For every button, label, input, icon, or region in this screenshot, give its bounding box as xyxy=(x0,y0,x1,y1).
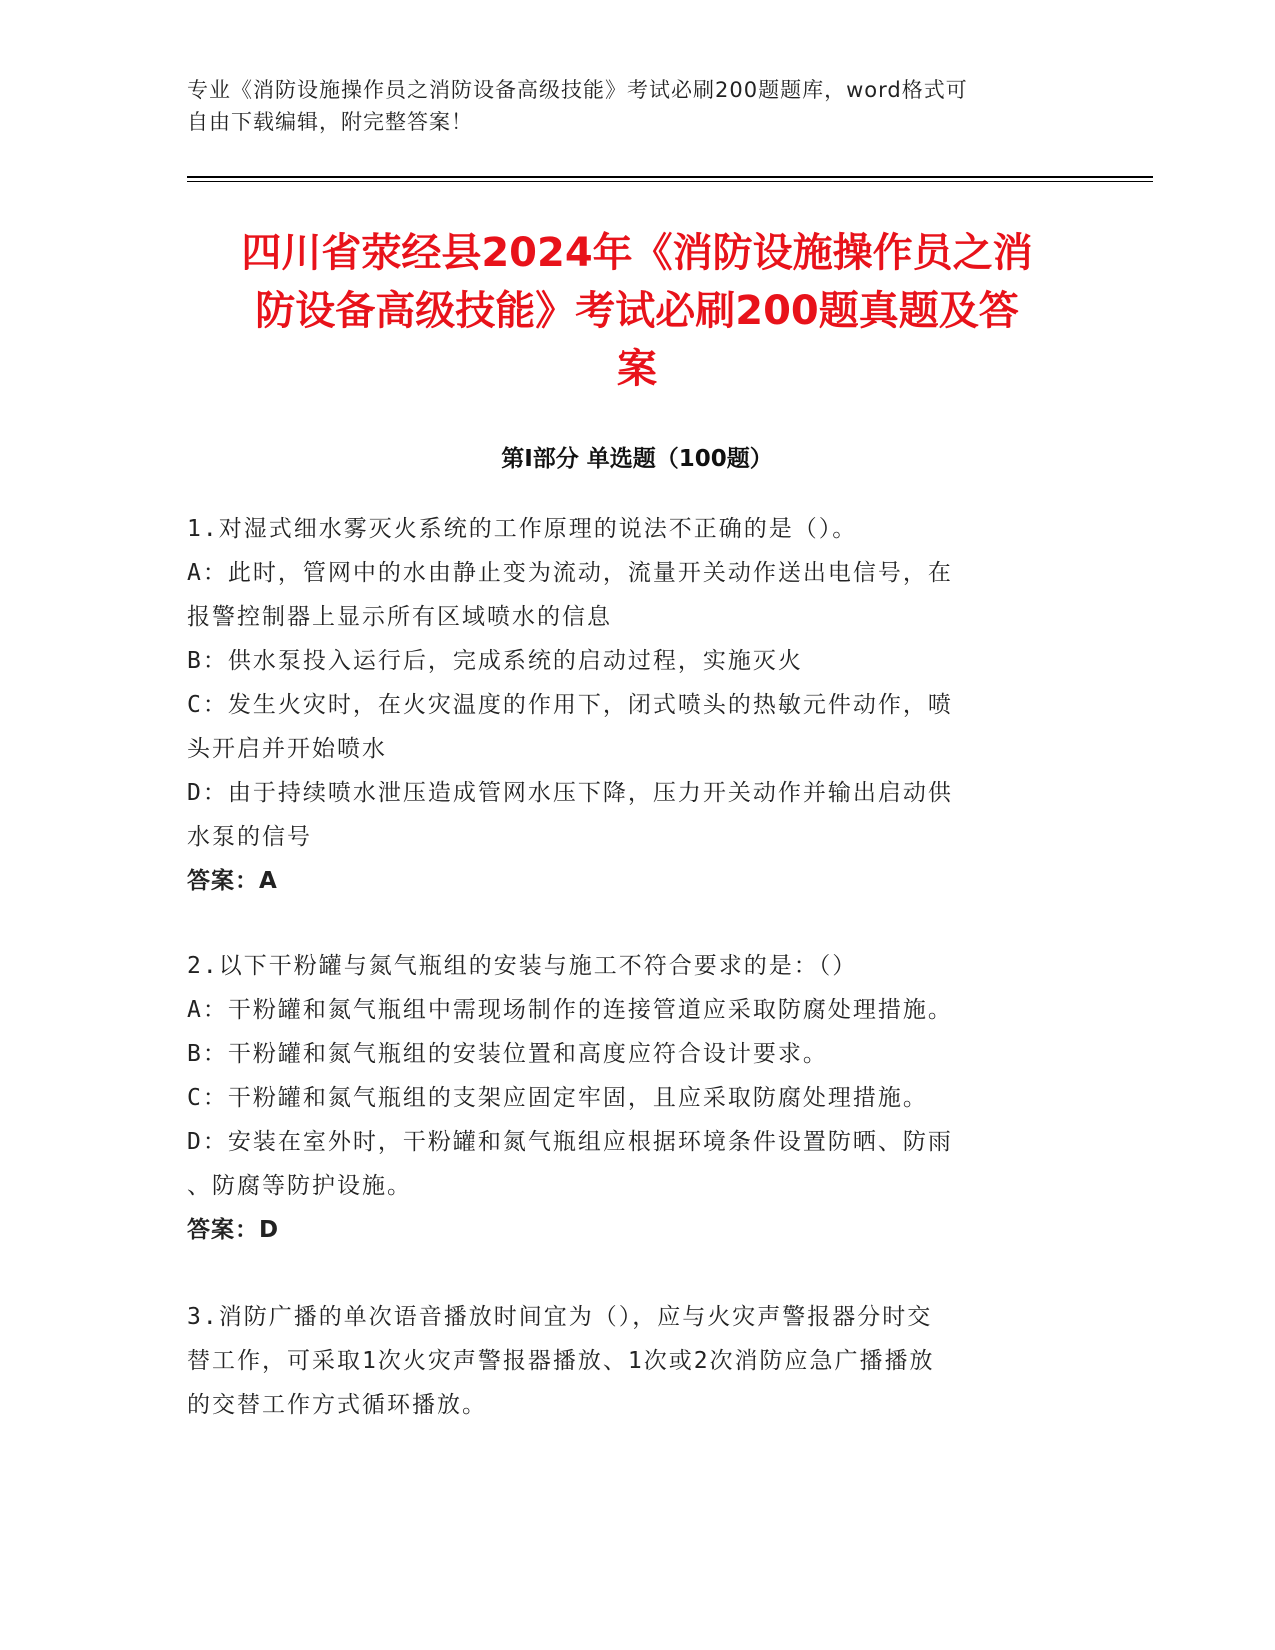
document-title xyxy=(187,224,1087,398)
section-heading: 第Ⅰ部分 单选题（100题） xyxy=(501,446,773,472)
question-1-answer: 答案：A xyxy=(187,868,278,894)
question-2-stem: 2.以下干粉罐与氮气瓶组的安装与施工不符合要求的是：（） xyxy=(187,953,858,979)
question-3-stem-cont-1: 替工作，可采取1次火灾声警报器播放、1次或2次消防应急广播播放 xyxy=(187,1348,935,1374)
title-line-1: 四川省荥经县2024年《消防设施操作员之消 xyxy=(241,230,1033,276)
title-line-3: 案 xyxy=(617,346,657,392)
question-1-option-c: C：发生火灾时，在火灾温度的作用下，闭式喷头的热敏元件动作，喷 xyxy=(187,692,953,718)
question-1-option-d: D：由于持续喷水泄压造成管网水压下降，压力开关动作并输出启动供 xyxy=(187,780,953,806)
question-2-option-c: C：干粉罐和氮气瓶组的支架应固定牢固，且应采取防腐处理措施。 xyxy=(187,1085,928,1111)
question-2-answer: 答案：D xyxy=(187,1217,280,1243)
question-1-option-b: B：供水泵投入运行后，完成系统的启动过程，实施灭火 xyxy=(187,648,803,674)
header-divider-thick xyxy=(187,176,1153,178)
question-2-option-b: B：干粉罐和氮气瓶组的安装位置和高度应符合设计要求。 xyxy=(187,1041,828,1067)
question-2-option-d-cont: 、防腐等防护设施。 xyxy=(187,1173,412,1199)
question-1-option-d-cont: 水泵的信号 xyxy=(187,824,312,850)
title-line-2: 防设备高级技能》考试必刷200题真题及答 xyxy=(255,288,1019,334)
question-3-stem-cont-2: 的交替工作方式循环播放。 xyxy=(187,1392,487,1418)
header-note-line-1: 专业《消防设施操作员之消防设备高级技能》考试必刷200题题库，word格式可 xyxy=(187,78,968,102)
question-1-option-a-cont: 报警控制器上显示所有区域喷水的信息 xyxy=(187,604,612,630)
question-3-stem: 3.消防广播的单次语音播放时间宜为（），应与火灾声警报器分时交 xyxy=(187,1304,933,1330)
question-1-option-c-cont: 头开启并开始喷水 xyxy=(187,736,387,762)
question-1-option-a: A：此时，管网中的水由静止变为流动，流量开关动作送出电信号，在 xyxy=(187,560,953,586)
header-divider-thin xyxy=(187,181,1153,182)
question-2-option-a: A：干粉罐和氮气瓶组中需现场制作的连接管道应采取防腐处理措施。 xyxy=(187,997,953,1023)
header-note xyxy=(187,74,1087,138)
question-2-option-d: D：安装在室外时，干粉罐和氮气瓶组应根据环境条件设置防晒、防雨 xyxy=(187,1129,953,1155)
question-1-stem: 1.对湿式细水雾灭火系统的工作原理的说法不正确的是（）。 xyxy=(187,516,858,542)
header-note-line-2: 自由下载编辑，附完整答案！ xyxy=(187,110,473,134)
